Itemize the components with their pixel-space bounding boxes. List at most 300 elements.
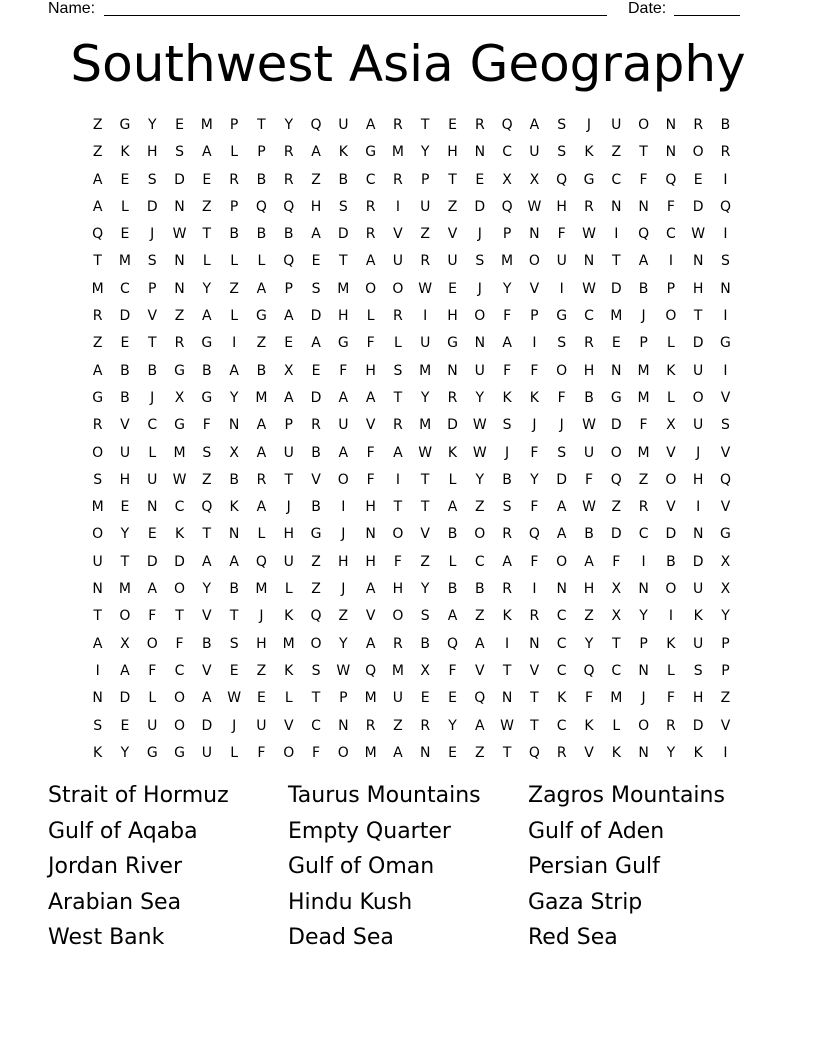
grid-letter: W: [582, 499, 596, 516]
grid-letter: E: [120, 171, 130, 188]
grid-letter: A: [365, 581, 376, 598]
grid-letter: K: [666, 362, 676, 379]
grid-letter: R: [229, 171, 239, 188]
date-field-line[interactable]: [674, 15, 740, 16]
grid-letter: G: [556, 308, 568, 325]
grid-letter: N: [174, 253, 185, 270]
grid-letter: G: [174, 744, 185, 761]
grid-letter: K: [611, 744, 621, 761]
grid-row: [84, 549, 739, 576]
grid-letter: E: [120, 499, 130, 516]
grid-letter: X: [174, 389, 185, 406]
grid-letter: T: [639, 144, 648, 161]
grid-letter: A: [338, 444, 349, 461]
grid-letter: X: [611, 581, 622, 598]
grid-letter: V: [720, 389, 731, 406]
grid-letter: F: [202, 417, 211, 434]
grid-letter: R: [393, 117, 403, 133]
grid-letter: W: [336, 662, 351, 679]
grid-letter: Z: [393, 717, 403, 734]
grid-letter: J: [586, 117, 592, 133]
grid-letter: W: [472, 444, 487, 461]
grid-letter: X: [720, 581, 731, 598]
grid-letter: T: [530, 717, 539, 734]
grid-letter: M: [91, 499, 104, 516]
grid-letter: B: [584, 389, 594, 406]
grid-row: [84, 631, 739, 658]
grid-letter: S: [557, 335, 567, 352]
grid-letter: X: [666, 417, 676, 434]
grid-letter: R: [311, 417, 321, 434]
grid-letter: C: [665, 226, 676, 243]
grid-letter: T: [175, 608, 184, 625]
grid-letter: B: [502, 471, 512, 488]
grid-letter: T: [393, 389, 403, 406]
grid-letter: N: [556, 581, 567, 598]
grid-letter: B: [638, 280, 649, 297]
grid-letter: H: [146, 144, 158, 161]
grid-letter: I: [614, 226, 619, 243]
grid-letter: F: [612, 553, 621, 570]
grid-letter: L: [666, 662, 675, 679]
grid-letter: H: [392, 581, 404, 598]
grid-letter: Z: [311, 553, 321, 570]
grid-letter: N: [638, 744, 649, 761]
grid-letter: Z: [256, 335, 267, 352]
grid-letter: Q: [255, 553, 267, 570]
grid-letter: A: [256, 499, 267, 516]
grid-letter: O: [337, 471, 349, 488]
grid-letter: A: [475, 635, 485, 652]
grid-letter: G: [174, 417, 185, 434]
grid-letter: Z: [311, 171, 321, 188]
grid-letter: R: [365, 717, 376, 734]
grid-letter: J: [259, 608, 264, 625]
grid-letter: R: [502, 526, 512, 543]
grid-letter: N: [692, 253, 704, 270]
grid-letter: V: [120, 417, 130, 434]
grid-letter: A: [92, 198, 103, 215]
grid-letter: K: [666, 635, 676, 652]
grid-letter: R: [174, 335, 185, 352]
grid-letter: F: [448, 662, 457, 679]
grid-letter: R: [502, 581, 512, 598]
grid-letter: A: [256, 280, 267, 297]
grid-letter: E: [284, 335, 294, 352]
grid-letter: E: [257, 690, 266, 707]
grid-letter: O: [392, 608, 404, 625]
grid-letter: Q: [501, 117, 513, 133]
grid-letter: R: [720, 144, 731, 161]
grid-letter: O: [665, 471, 677, 488]
grid-letter: T: [530, 690, 539, 707]
grid-letter: W: [582, 417, 596, 434]
grid-letter: H: [283, 526, 294, 543]
grid-letter: N: [692, 526, 704, 543]
grid-letter: Y: [448, 717, 457, 734]
grid-letter: N: [228, 526, 240, 543]
grid-letter: A: [447, 499, 458, 516]
date-label: Date:: [628, 0, 667, 17]
grid-letter: U: [474, 362, 485, 379]
grid-letter: C: [611, 171, 622, 188]
word-list-item: West Bank: [48, 925, 165, 951]
grid-letter: V: [720, 499, 731, 516]
grid-letter: B: [420, 635, 431, 652]
grid-letter: V: [666, 499, 676, 516]
grid-letter: F: [530, 553, 539, 570]
page-title: Southwest Asia Geography: [70, 35, 746, 93]
grid-letter: G: [119, 117, 131, 133]
grid-letter: F: [175, 635, 184, 652]
grid-letter: O: [528, 253, 540, 270]
grid-letter: A: [393, 444, 403, 461]
grid-letter: R: [447, 389, 458, 406]
grid-letter: H: [365, 553, 376, 570]
grid-letter: R: [474, 117, 485, 133]
grid-letter: W: [172, 471, 187, 488]
grid-letter: E: [693, 171, 703, 188]
grid-letter: M: [118, 581, 131, 598]
grid-letter: J: [505, 444, 510, 461]
grid-letter: E: [120, 226, 130, 243]
grid-row: [84, 440, 739, 467]
grid-letter: O: [174, 581, 186, 598]
grid-letter: N: [529, 226, 540, 243]
word-list-item: Gulf of Aqaba: [48, 818, 198, 844]
grid-letter: Z: [256, 662, 267, 679]
grid-letter: J: [477, 280, 482, 297]
grid-letter: E: [448, 117, 457, 133]
grid-letter: Q: [283, 198, 295, 215]
grid-letter: B: [229, 226, 239, 243]
grid-letter: I: [641, 553, 646, 570]
grid-letter: T: [257, 117, 266, 133]
grid-letter: Z: [229, 280, 239, 297]
grid-letter: E: [611, 335, 621, 352]
grid-letter: K: [584, 144, 594, 161]
grid-row: [84, 685, 739, 712]
grid-letter: Z: [420, 553, 430, 570]
grid-letter: U: [338, 117, 349, 133]
grid-letter: Z: [475, 499, 485, 516]
grid-letter: M: [255, 389, 268, 406]
grid-letter: Z: [475, 744, 485, 761]
grid-letter: Y: [420, 144, 430, 161]
grid-letter: Y: [584, 635, 594, 652]
grid-letter: B: [202, 362, 212, 379]
grid-row: [84, 194, 739, 221]
grid-letter: U: [147, 717, 158, 734]
word-list-item: Jordan River: [48, 854, 182, 880]
grid-letter: U: [283, 444, 294, 461]
grid-letter: H: [338, 553, 349, 570]
grid-letter: I: [559, 280, 564, 297]
grid-row: [84, 221, 739, 248]
grid-letter: B: [283, 226, 294, 243]
grid-letter: P: [721, 635, 730, 652]
grid-letter: A: [393, 744, 403, 761]
grid-letter: M: [118, 253, 131, 270]
grid-letter: J: [696, 444, 701, 461]
grid-letter: O: [692, 389, 704, 406]
grid-letter: O: [474, 308, 486, 325]
grid-letter: A: [92, 362, 103, 379]
grid-letter: Y: [120, 744, 130, 761]
grid-letter: I: [723, 226, 728, 243]
grid-letter: Q: [201, 499, 213, 516]
grid-letter: N: [474, 335, 486, 352]
grid-row: [84, 740, 739, 767]
grid-letter: L: [257, 253, 266, 270]
grid-letter: R: [92, 308, 103, 325]
grid-letter: C: [556, 635, 567, 652]
grid-row: [84, 248, 739, 275]
grid-letter: A: [638, 253, 649, 270]
grid-letter: U: [201, 744, 212, 761]
grid-letter: D: [310, 308, 322, 325]
grid-letter: G: [256, 308, 267, 325]
grid-letter: F: [530, 499, 539, 516]
grid-letter: Q: [255, 198, 267, 215]
grid-letter: I: [723, 744, 728, 761]
grid-letter: Y: [339, 635, 348, 652]
grid-letter: K: [693, 608, 703, 625]
grid-letter: Z: [338, 608, 349, 625]
grid-letter: E: [448, 744, 457, 761]
grid-letter: B: [720, 117, 731, 133]
grid-letter: K: [284, 608, 294, 625]
grid-letter: Y: [475, 471, 485, 488]
grid-letter: A: [311, 144, 321, 161]
grid-letter: F: [366, 335, 375, 352]
grid-letter: F: [366, 444, 375, 461]
grid-letter: M: [173, 444, 186, 461]
grid-letter: F: [530, 362, 539, 379]
grid-letter: D: [201, 717, 213, 734]
grid-row: [84, 658, 739, 685]
name-field-line[interactable]: [104, 15, 607, 16]
grid-letter: U: [693, 635, 704, 652]
grid-letter: L: [230, 744, 239, 761]
grid-letter: D: [337, 226, 349, 243]
grid-letter: N: [720, 280, 731, 297]
grid-letter: C: [365, 171, 376, 188]
grid-letter: L: [612, 717, 621, 734]
grid-letter: Y: [229, 389, 239, 406]
grid-letter: T: [420, 117, 430, 133]
grid-letter: M: [337, 280, 350, 297]
grid-letter: Y: [475, 389, 485, 406]
grid-letter: B: [256, 226, 267, 243]
grid-letter: M: [637, 389, 650, 406]
grid-letter: N: [447, 362, 458, 379]
grid-letter: U: [283, 553, 294, 570]
grid-letter: B: [202, 635, 212, 652]
grid-letter: C: [120, 280, 130, 297]
grid-row: [84, 112, 739, 139]
grid-letter: R: [256, 471, 267, 488]
grid-letter: G: [201, 389, 213, 406]
grid-letter: Y: [530, 471, 539, 488]
grid-letter: O: [474, 526, 486, 543]
grid-letter: E: [202, 171, 212, 188]
grid-letter: U: [392, 253, 404, 270]
grid-letter: Q: [719, 471, 731, 488]
grid-letter: L: [284, 690, 293, 707]
grid-letter: V: [365, 608, 376, 625]
grid-letter: L: [230, 308, 239, 325]
grid-letter: Y: [202, 581, 212, 598]
grid-row: [84, 713, 739, 740]
grid-letter: N: [611, 198, 622, 215]
grid-letter: E: [120, 717, 130, 734]
grid-letter: N: [174, 198, 185, 215]
grid-letter: M: [391, 662, 404, 679]
grid-letter: S: [557, 144, 567, 161]
grid-letter: I: [723, 308, 728, 325]
grid-letter: Q: [638, 226, 650, 243]
grid-letter: H: [692, 280, 704, 297]
grid-letter: H: [447, 144, 458, 161]
grid-letter: Y: [147, 117, 157, 133]
grid-letter: M: [419, 417, 432, 434]
grid-letter: P: [148, 280, 157, 297]
grid-letter: A: [256, 417, 267, 434]
grid-letter: M: [501, 253, 514, 270]
grid-letter: U: [693, 581, 704, 598]
grid-letter: N: [638, 662, 649, 679]
grid-letter: I: [341, 499, 346, 516]
grid-letter: S: [557, 117, 567, 133]
grid-letter: P: [530, 308, 539, 325]
grid-letter: V: [584, 744, 594, 761]
grid-letter: K: [557, 690, 567, 707]
grid-letter: I: [395, 198, 400, 215]
grid-letter: U: [693, 417, 704, 434]
grid-letter: H: [338, 308, 349, 325]
grid-letter: Z: [92, 117, 103, 133]
grid-letter: R: [420, 717, 431, 734]
grid-letter: D: [174, 171, 185, 188]
grid-letter: N: [529, 635, 540, 652]
grid-letter: T: [448, 171, 457, 188]
grid-letter: Z: [174, 308, 185, 325]
grid-letter: M: [610, 308, 623, 325]
grid-letter: C: [584, 308, 594, 325]
grid-letter: R: [365, 198, 376, 215]
grid-letter: T: [393, 499, 403, 516]
grid-letter: F: [393, 553, 402, 570]
grid-letter: H: [583, 362, 595, 379]
grid-letter: U: [92, 553, 103, 570]
grid-letter: G: [720, 335, 731, 352]
grid-row: [84, 303, 739, 330]
grid-letter: U: [556, 253, 567, 270]
grid-letter: W: [227, 690, 242, 707]
grid-letter: Z: [584, 608, 594, 625]
grid-letter: N: [419, 744, 431, 761]
grid-letter: G: [146, 744, 158, 761]
grid-letter: V: [365, 417, 376, 434]
grid-letter: Y: [202, 280, 212, 297]
grid-letter: A: [447, 608, 458, 625]
grid-letter: L: [257, 526, 266, 543]
grid-letter: P: [420, 171, 430, 188]
grid-letter: I: [723, 362, 728, 379]
grid-letter: Z: [720, 690, 731, 707]
grid-letter: W: [582, 226, 596, 243]
grid-letter: C: [556, 608, 567, 625]
grid-letter: U: [256, 717, 267, 734]
grid-letter: C: [147, 417, 158, 434]
grid-letter: K: [447, 444, 458, 461]
grid-letter: Z: [202, 198, 212, 215]
grid-letter: Z: [447, 198, 458, 215]
grid-letter: O: [665, 308, 677, 325]
grid-letter: Z: [611, 499, 622, 516]
grid-letter: U: [447, 253, 458, 270]
grid-letter: O: [119, 608, 131, 625]
name-date-header: [48, 0, 748, 20]
grid-letter: Z: [202, 471, 212, 488]
grid-letter: B: [447, 581, 458, 598]
grid-letter: T: [693, 308, 703, 325]
grid-letter: J: [641, 690, 646, 707]
grid-letter: Y: [502, 280, 512, 297]
grid-letter: N: [665, 117, 677, 133]
grid-letter: P: [229, 198, 239, 215]
grid-row: [84, 603, 739, 630]
grid-letter: A: [283, 308, 294, 325]
grid-letter: A: [283, 389, 294, 406]
grid-letter: P: [721, 662, 730, 679]
grid-letter: F: [666, 690, 675, 707]
word-list-item: Zagros Mountains: [528, 783, 725, 808]
grid-letter: F: [366, 471, 375, 488]
grid-row: [84, 385, 739, 412]
grid-letter: D: [146, 198, 158, 215]
grid-letter: Z: [92, 335, 103, 352]
grid-letter: G: [583, 171, 595, 188]
grid-letter: S: [475, 253, 485, 270]
letter-grid: [84, 112, 739, 767]
grid-letter: M: [282, 635, 295, 652]
grid-letter: Q: [92, 226, 104, 243]
grid-letter: G: [610, 389, 622, 406]
grid-letter: R: [529, 608, 540, 625]
word-list-item: Dead Sea: [288, 925, 394, 951]
grid-letter: A: [556, 526, 567, 543]
word-list-item: Arabian Sea: [48, 889, 182, 915]
grid-letter: K: [174, 526, 185, 543]
grid-letter: A: [229, 362, 239, 379]
grid-letter: O: [92, 526, 104, 543]
grid-letter: I: [668, 608, 673, 625]
grid-letter: U: [611, 117, 622, 133]
grid-letter: Q: [665, 171, 677, 188]
grid-letter: F: [584, 690, 594, 707]
grid-letter: P: [639, 335, 648, 352]
grid-letter: I: [532, 581, 537, 598]
grid-letter: S: [502, 417, 512, 434]
grid-letter: C: [556, 662, 567, 679]
grid-letter: J: [532, 417, 537, 434]
grid-letter: L: [230, 253, 239, 270]
grid-letter: L: [666, 335, 675, 352]
grid-letter: X: [283, 362, 294, 379]
grid-letter: O: [638, 717, 650, 734]
